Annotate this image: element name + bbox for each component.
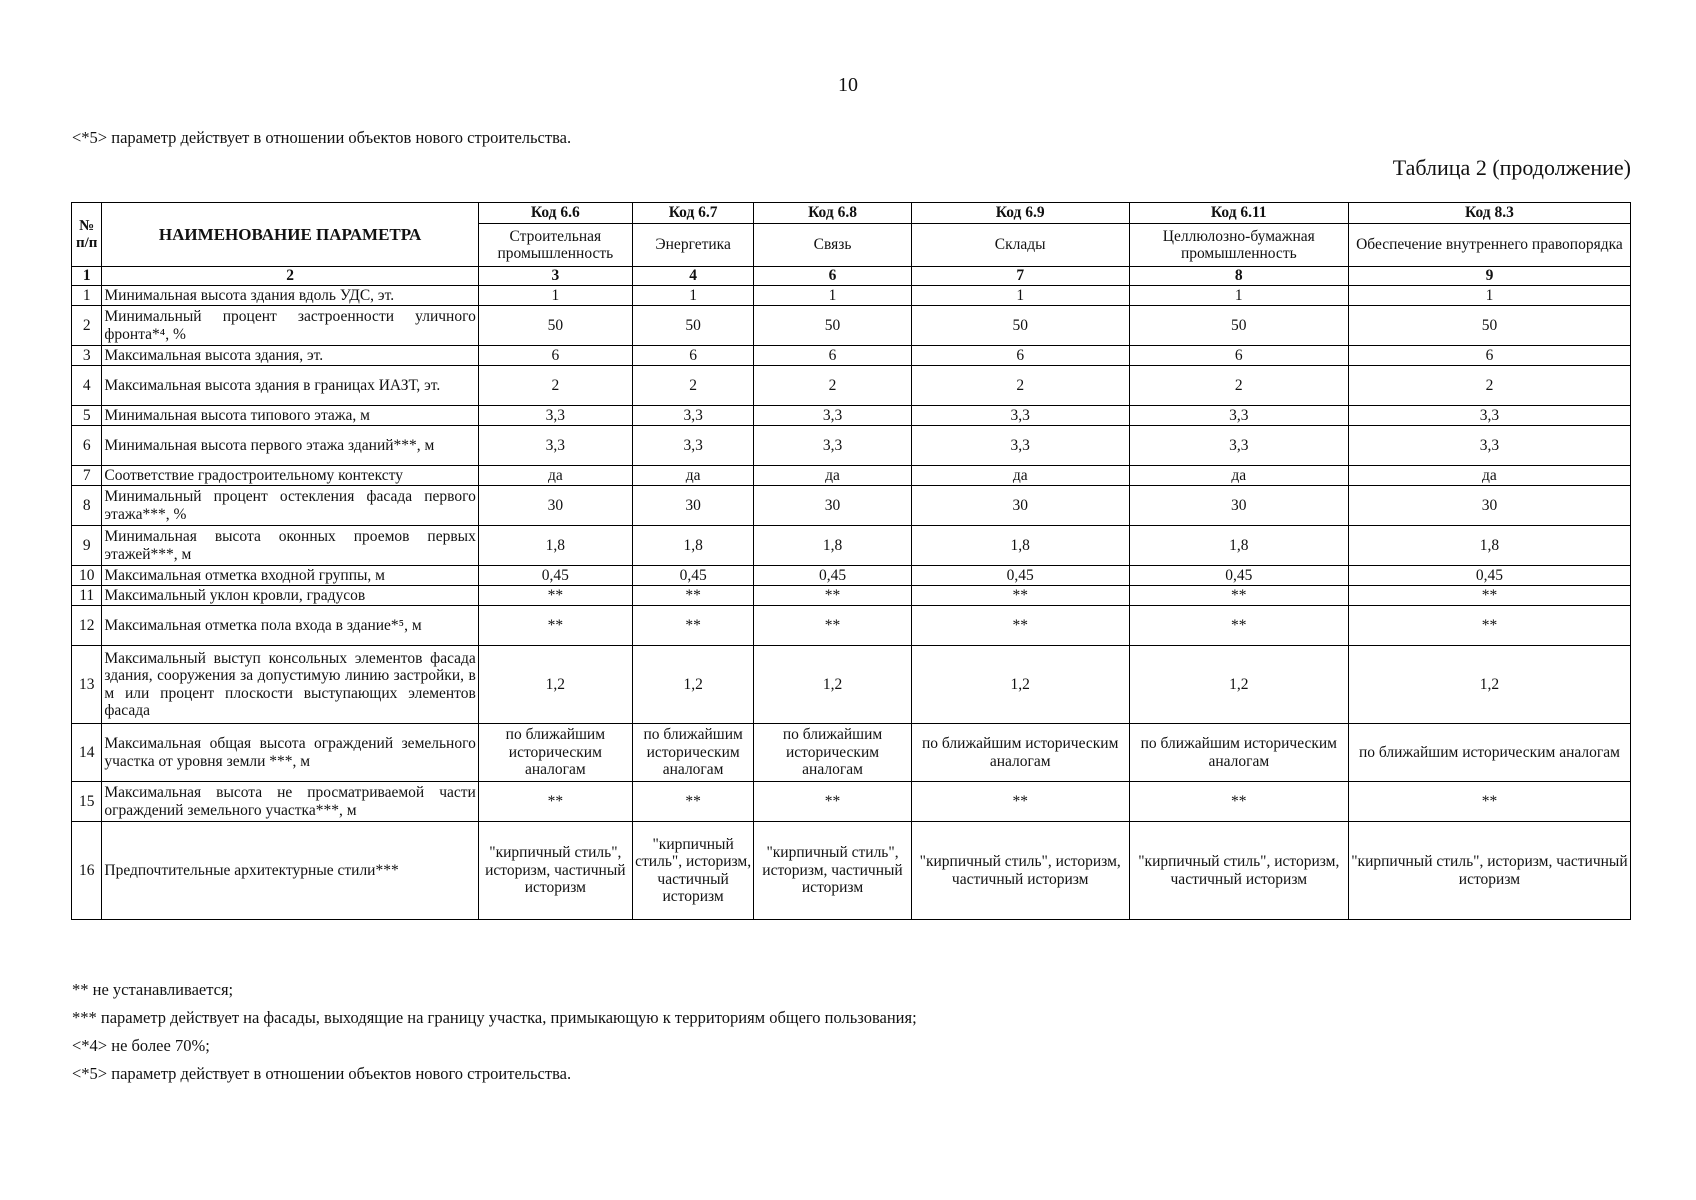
parameter-value: 6 xyxy=(754,346,911,366)
header-code: Код 6.8 xyxy=(754,203,911,224)
table-row xyxy=(72,486,1631,526)
parameter-value: 1 xyxy=(911,286,1129,306)
column-number: 3 xyxy=(478,267,632,286)
parameters-table xyxy=(71,202,1631,920)
parameter-value: 30 xyxy=(632,486,754,526)
parameter-value: 3,3 xyxy=(911,426,1129,466)
column-number: 2 xyxy=(102,267,478,286)
parameter-value: ** xyxy=(1348,606,1630,646)
row-number: 13 xyxy=(72,646,102,724)
parameter-value: ** xyxy=(754,782,911,822)
parameter-value: 2 xyxy=(1129,366,1348,406)
parameter-value: 1 xyxy=(754,286,911,306)
parameter-value: ** xyxy=(1348,586,1630,606)
parameter-value: 6 xyxy=(1129,346,1348,366)
parameter-name: Минимальный процент остекления фасада первого этажа***, % xyxy=(102,486,478,526)
parameter-value: 1 xyxy=(1129,286,1348,306)
header-code-name: Строительная промышленность xyxy=(478,224,632,267)
table-row xyxy=(72,782,1631,822)
parameter-value: 6 xyxy=(632,346,754,366)
table-row xyxy=(72,724,1631,782)
parameter-value: 1,8 xyxy=(1348,526,1630,566)
parameter-value: 3,3 xyxy=(478,426,632,466)
row-number: 12 xyxy=(72,606,102,646)
parameter-value: 1 xyxy=(478,286,632,306)
row-number: 15 xyxy=(72,782,102,822)
parameter-value: 3,3 xyxy=(754,426,911,466)
parameter-value: 50 xyxy=(1348,306,1630,346)
parameter-name: Максимальная высота не просматриваемой части ограждений земельного участка***, м xyxy=(102,782,478,822)
parameter-name: Максимальная высота здания, эт. xyxy=(102,346,478,366)
footnote: <*4> не более 70%; xyxy=(72,1036,210,1055)
parameter-value: 50 xyxy=(754,306,911,346)
parameter-value: 3,3 xyxy=(632,406,754,426)
row-number: 5 xyxy=(72,406,102,426)
table-row xyxy=(72,406,1631,426)
parameter-value: 1,8 xyxy=(754,526,911,566)
column-number: 6 xyxy=(754,267,911,286)
parameter-value: 0,45 xyxy=(1348,566,1630,586)
footnote: *** параметр действует на фасады, выходящие на границу участка, примыкающую к территориям общего пользования; xyxy=(72,1008,917,1027)
row-number: 9 xyxy=(72,526,102,566)
parameter-value: 50 xyxy=(1129,306,1348,346)
header-code: Код 6.11 xyxy=(1129,203,1348,224)
parameter-value: да xyxy=(1129,466,1348,486)
header-code-name: Склады xyxy=(911,224,1129,267)
parameter-value: 50 xyxy=(911,306,1129,346)
parameter-value: да xyxy=(754,466,911,486)
row-number: 11 xyxy=(72,586,102,606)
parameter-value: 2 xyxy=(1348,366,1630,406)
header-code-name: Обеспечение внутреннего правопорядка xyxy=(1348,224,1630,267)
parameter-value: да xyxy=(1348,466,1630,486)
table-row xyxy=(72,606,1631,646)
parameter-value: по ближайшим историческим аналогам xyxy=(1129,724,1348,782)
header-code: Код 6.9 xyxy=(911,203,1129,224)
header-no: № п/п xyxy=(72,203,102,267)
parameter-value: ** xyxy=(1129,782,1348,822)
parameter-value: 1,8 xyxy=(632,526,754,566)
parameter-name: Минимальная высота первого этажа зданий***, м xyxy=(102,426,478,466)
column-number: 7 xyxy=(911,267,1129,286)
column-number: 1 xyxy=(72,267,102,286)
footnotes xyxy=(72,980,917,1092)
parameter-value: 30 xyxy=(1348,486,1630,526)
parameter-value: по ближайшим историческим аналогам xyxy=(911,724,1129,782)
footnote: ** не устанавливается; xyxy=(72,980,234,999)
parameter-value: 2 xyxy=(754,366,911,406)
parameter-value: 3,3 xyxy=(1348,406,1630,426)
parameter-value: 3,3 xyxy=(911,406,1129,426)
parameter-value: 0,45 xyxy=(632,566,754,586)
parameter-name: Минимальная высота оконных проемов первых этажей***, м xyxy=(102,526,478,566)
header-code-name: Энергетика xyxy=(632,224,754,267)
parameter-value: ** xyxy=(478,606,632,646)
parameter-value: 30 xyxy=(1129,486,1348,526)
parameter-value: 0,45 xyxy=(754,566,911,586)
row-number: 2 xyxy=(72,306,102,346)
parameter-value: 1,8 xyxy=(911,526,1129,566)
parameter-value: да xyxy=(478,466,632,486)
parameter-value: 1 xyxy=(1348,286,1630,306)
parameter-value: 6 xyxy=(1348,346,1630,366)
parameter-name: Минимальный процент застроенности уличного фронта*⁴, % xyxy=(102,306,478,346)
header-code-name: Связь xyxy=(754,224,911,267)
header-code: Код 6.6 xyxy=(478,203,632,224)
table-row xyxy=(72,286,1631,306)
row-number: 14 xyxy=(72,724,102,782)
parameter-value: по ближайшим историческим аналогам xyxy=(1348,724,1630,782)
parameter-value: 2 xyxy=(911,366,1129,406)
row-number: 3 xyxy=(72,346,102,366)
row-number: 8 xyxy=(72,486,102,526)
parameter-name: Максимальная высота здания в границах ИАЗТ, эт. xyxy=(102,366,478,406)
parameter-value: 1,2 xyxy=(1129,646,1348,724)
table-row xyxy=(72,526,1631,566)
parameter-value: по ближайшим историческим аналогам xyxy=(632,724,754,782)
parameter-value: ** xyxy=(754,586,911,606)
parameter-value: 6 xyxy=(911,346,1129,366)
parameter-value: 1,2 xyxy=(754,646,911,724)
parameter-value: 0,45 xyxy=(1129,566,1348,586)
row-number: 7 xyxy=(72,466,102,486)
parameter-value: 3,3 xyxy=(754,406,911,426)
table-caption: Таблица 2 (продолжение) xyxy=(1392,155,1631,180)
table-row xyxy=(72,822,1631,920)
parameter-value: 30 xyxy=(911,486,1129,526)
header-column-numbers-row xyxy=(72,267,1631,286)
table-row xyxy=(72,466,1631,486)
parameter-value: 1,2 xyxy=(478,646,632,724)
parameter-value: 1 xyxy=(632,286,754,306)
parameter-value: "кирпичный стиль", историзм, частичный историзм xyxy=(1129,822,1348,920)
parameter-value: 50 xyxy=(478,306,632,346)
parameter-value: ** xyxy=(478,782,632,822)
parameter-value: ** xyxy=(1129,586,1348,606)
parameter-value: ** xyxy=(632,586,754,606)
parameter-value: 0,45 xyxy=(911,566,1129,586)
parameter-value: 3,3 xyxy=(632,426,754,466)
table-row xyxy=(72,646,1631,724)
row-number: 4 xyxy=(72,366,102,406)
parameter-value: по ближайшим историческим аналогам xyxy=(478,724,632,782)
header-parameter-name: НАИМЕНОВАНИЕ ПАРАМЕТРА xyxy=(102,203,478,267)
table-row xyxy=(72,586,1631,606)
parameter-value: 3,3 xyxy=(1348,426,1630,466)
parameter-value: ** xyxy=(1129,606,1348,646)
parameter-value: 1,2 xyxy=(632,646,754,724)
top-note: <*5> параметр действует в отношении объектов нового строительства. xyxy=(72,128,572,147)
parameter-value: 0,45 xyxy=(478,566,632,586)
table-row xyxy=(72,566,1631,586)
parameter-name: Максимальный уклон кровли, градусов xyxy=(102,586,478,606)
parameter-value: ** xyxy=(478,586,632,606)
row-number: 6 xyxy=(72,426,102,466)
parameter-value: 3,3 xyxy=(1129,406,1348,426)
page-number: 10 xyxy=(838,74,858,96)
parameter-value: ** xyxy=(911,606,1129,646)
parameter-value: 30 xyxy=(754,486,911,526)
table-row xyxy=(72,366,1631,406)
parameter-value: ** xyxy=(911,586,1129,606)
header-code: Код 6.7 xyxy=(632,203,754,224)
table-body xyxy=(72,286,1631,920)
parameter-value: ** xyxy=(1348,782,1630,822)
parameter-value: 1,8 xyxy=(1129,526,1348,566)
footnote: <*5> параметр действует в отношении объектов нового строительства. xyxy=(72,1064,572,1083)
header-codes-row xyxy=(72,203,1631,224)
parameter-name: Максимальный выступ консольных элементов фасада здания, сооружения за допустимую линию застройки, в м или процент плоскости выступающих элементов фасада xyxy=(102,646,478,724)
column-number: 9 xyxy=(1348,267,1630,286)
parameter-value: 1,2 xyxy=(1348,646,1630,724)
parameter-value: "кирпичный стиль", историзм, частичный историзм xyxy=(632,822,754,920)
parameter-value: ** xyxy=(911,782,1129,822)
row-number: 10 xyxy=(72,566,102,586)
parameter-value: ** xyxy=(754,606,911,646)
parameter-value: "кирпичный стиль", историзм, частичный историзм xyxy=(754,822,911,920)
parameter-value: по ближайшим историческим аналогам xyxy=(754,724,911,782)
row-number: 16 xyxy=(72,822,102,920)
column-number: 8 xyxy=(1129,267,1348,286)
row-number: 1 xyxy=(72,286,102,306)
table-row xyxy=(72,346,1631,366)
parameter-value: ** xyxy=(632,782,754,822)
column-number: 4 xyxy=(632,267,754,286)
parameter-value: 6 xyxy=(478,346,632,366)
parameter-value: 2 xyxy=(478,366,632,406)
parameter-value: 2 xyxy=(632,366,754,406)
parameter-value: 3,3 xyxy=(1129,426,1348,466)
parameter-value: да xyxy=(632,466,754,486)
parameter-name: Предпочтительные архитектурные стили*** xyxy=(102,822,478,920)
table-row xyxy=(72,306,1631,346)
parameter-value: да xyxy=(911,466,1129,486)
parameter-name: Максимальная отметка пола входа в здание*⁵, м xyxy=(102,606,478,646)
parameter-name: Максимальная отметка входной группы, м xyxy=(102,566,478,586)
table-row xyxy=(72,426,1631,466)
parameter-value: 50 xyxy=(632,306,754,346)
parameter-value: "кирпичный стиль", историзм, частичный историзм xyxy=(1348,822,1630,920)
parameter-value: 3,3 xyxy=(478,406,632,426)
parameter-name: Соответствие градостроительному контексту xyxy=(102,466,478,486)
parameter-name: Максимальная общая высота ограждений земельного участка от уровня земли ***, м xyxy=(102,724,478,782)
parameter-name: Минимальная высота типового этажа, м xyxy=(102,406,478,426)
header-code: Код 8.3 xyxy=(1348,203,1630,224)
parameter-name: Минимальная высота здания вдоль УДС, эт. xyxy=(102,286,478,306)
parameter-value: "кирпичный стиль", историзм, частичный историзм xyxy=(478,822,632,920)
parameter-value: "кирпичный стиль", историзм, частичный историзм xyxy=(911,822,1129,920)
parameter-value: ** xyxy=(632,606,754,646)
header-code-name: Целлюлозно-бумажная промышленность xyxy=(1129,224,1348,267)
parameter-value: 1,2 xyxy=(911,646,1129,724)
parameter-value: 1,8 xyxy=(478,526,632,566)
parameter-value: 30 xyxy=(478,486,632,526)
